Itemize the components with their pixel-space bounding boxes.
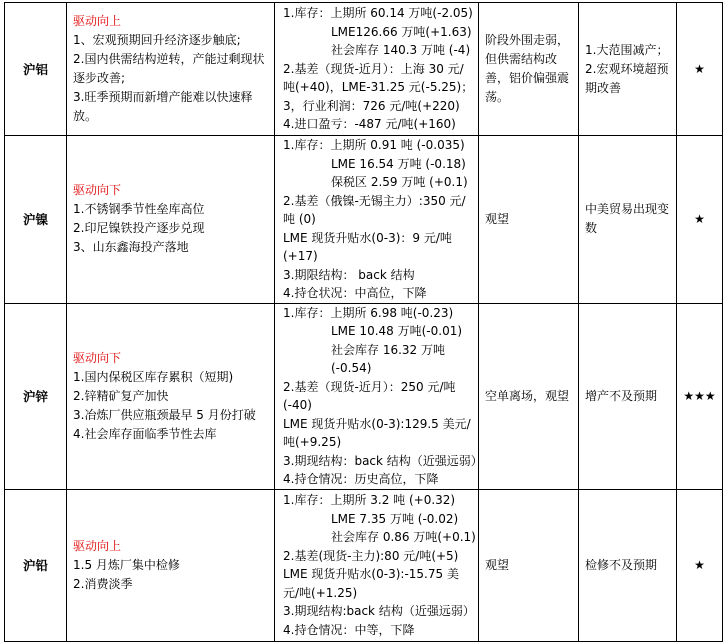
- driver-item: 1.5 月炼厂集中检修: [73, 557, 180, 572]
- view-cell: 阶段外围走弱，但供需结构改善，铝价偏强震荡。: [479, 3, 579, 136]
- data-cell: [275, 136, 479, 304]
- data-item: LME 10.48 万吨(-0.01): [331, 324, 463, 338]
- driver-cell: [67, 489, 275, 641]
- rating-stars: ★★★: [677, 303, 723, 489]
- data-item: LME 16.54 万吨 (-0.18): [331, 156, 466, 171]
- driver-direction: 驱动向上: [73, 14, 122, 28]
- driver-item: 2.印尼镍铁投产逐步兑现: [73, 221, 205, 236]
- data-item: 3.期现结构:back 结构（近强远弱）: [283, 604, 475, 618]
- data-cell: [275, 3, 479, 136]
- driver-cell: [67, 3, 275, 136]
- metal-name: 沪铝: [5, 3, 67, 136]
- data-item: 3，行业利润：726 元/吨(+220): [283, 98, 460, 113]
- table-row: [5, 303, 723, 489]
- data-item: LME 7.35 万吨 (-0.02): [331, 511, 459, 526]
- data-item: LME126.66 万吨(+1.63): [331, 24, 472, 39]
- data-item: 4.持仓情况：中等，下降: [283, 622, 415, 637]
- risk-cell: 1.大范围减产；2.宏观环境超预期改善: [579, 3, 677, 136]
- data-item: 社会库存 140.3 万吨 (-4): [331, 43, 471, 58]
- data-item: 4.持仓情况：历史高位，下降: [283, 472, 439, 486]
- data-item: 2.基差(现货-主力):80 元/吨(+5): [283, 548, 459, 563]
- metal-name: 沪锌: [5, 303, 67, 489]
- data-item: LME 现货升贴水(0-3):129.5 美元/吨(+9.25): [283, 416, 471, 449]
- data-item: 1.库存：上期所 3.2 吨 (+0.32): [283, 493, 456, 507]
- data-item: 2.基差（现货-近月）：上海 30 元/吨(+40)，LME-31.25 元(-5.25)；: [283, 61, 474, 95]
- data-item: 2.基差（俄镍-无锡主力）:350 元/吨 (0): [283, 193, 466, 226]
- driver-item: 2.国内供需结构逆转，产能过剩现状逐步改善;: [73, 52, 265, 85]
- risk-cell: 检修不及预期: [579, 489, 677, 641]
- driver-direction: 驱动向下: [73, 183, 122, 198]
- driver-item: 1.国内保税区库存累积（短期): [73, 369, 234, 384]
- table-row: [5, 3, 723, 136]
- rating-stars: ★: [677, 3, 723, 136]
- table-row: [5, 489, 723, 641]
- view-cell: 观望: [479, 489, 579, 641]
- data-item: LME 现货升贴水(0-3):-15.75 美元/吨(+1.25): [283, 567, 459, 600]
- driver-cell: [67, 136, 275, 304]
- table-row: [5, 136, 723, 304]
- data-item: 保税区 2.59 万吨 (+0.1): [331, 175, 468, 189]
- driver-item: 4.社会库存面临季节性去库: [73, 426, 217, 441]
- risk-cell: 增产不及预期: [579, 303, 677, 489]
- view-cell: 观望: [479, 136, 579, 304]
- data-item: 4.进口盈亏：-487 元/吨(+160): [283, 117, 456, 132]
- driver-direction: 驱动向上: [73, 538, 122, 553]
- data-item: 3.期现结构：back 结构（近强远弱）: [283, 453, 483, 468]
- data-item: 4.持仓状况：中高位，下降: [283, 286, 427, 300]
- metal-name: 沪镍: [5, 136, 67, 304]
- driver-item: 1、宏观预期回升经济逐步触底;: [73, 33, 241, 47]
- data-item: 1.库存：上期所 0.91 吨 (-0.035): [283, 138, 465, 152]
- driver-item: 2.锌精矿复产加快: [73, 388, 169, 403]
- driver-item: 3.旺季预期而新增产能难以快速释放。: [73, 90, 253, 123]
- driver-item: 3.冶炼厂供应瓶颈最早 5 月份打破: [73, 407, 256, 422]
- driver-item: 3、山东鑫海投产落地: [73, 240, 189, 255]
- data-item: 1.库存：上期所 6.98 吨(-0.23): [283, 305, 454, 320]
- driver-item: 2.消费淡季: [73, 576, 133, 591]
- data-item: 社会库存 0.86 万吨(+0.1): [331, 530, 476, 544]
- data-item: 3.期限结构： back 结构: [283, 267, 415, 282]
- driver-cell: [67, 303, 275, 489]
- risk-cell: 中美贸易出现变数: [579, 136, 677, 304]
- data-item: 社会库存 16.32 万吨(-0.54): [331, 342, 445, 375]
- data-item: 2.基差（现货-近月）：250 元/吨(-40): [283, 379, 456, 412]
- data-cell: [275, 303, 483, 489]
- rating-stars: ★: [677, 136, 723, 304]
- data-cell: [275, 489, 479, 641]
- data-item: LME 现货升贴水(0-3)：9 元/吨(+17): [283, 230, 452, 263]
- metal-name: 沪铅: [5, 489, 67, 641]
- driver-direction: 驱动向下: [73, 350, 122, 365]
- data-item: 1.库存：上期所 60.14 万吨(-2.05): [283, 6, 473, 21]
- commodity-analysis-table: [4, 2, 723, 642]
- view-cell: 空单离场，观望: [479, 303, 579, 489]
- driver-item: 1.不锈钢季节性垒库高位: [73, 202, 205, 217]
- rating-stars: ★: [677, 489, 723, 641]
